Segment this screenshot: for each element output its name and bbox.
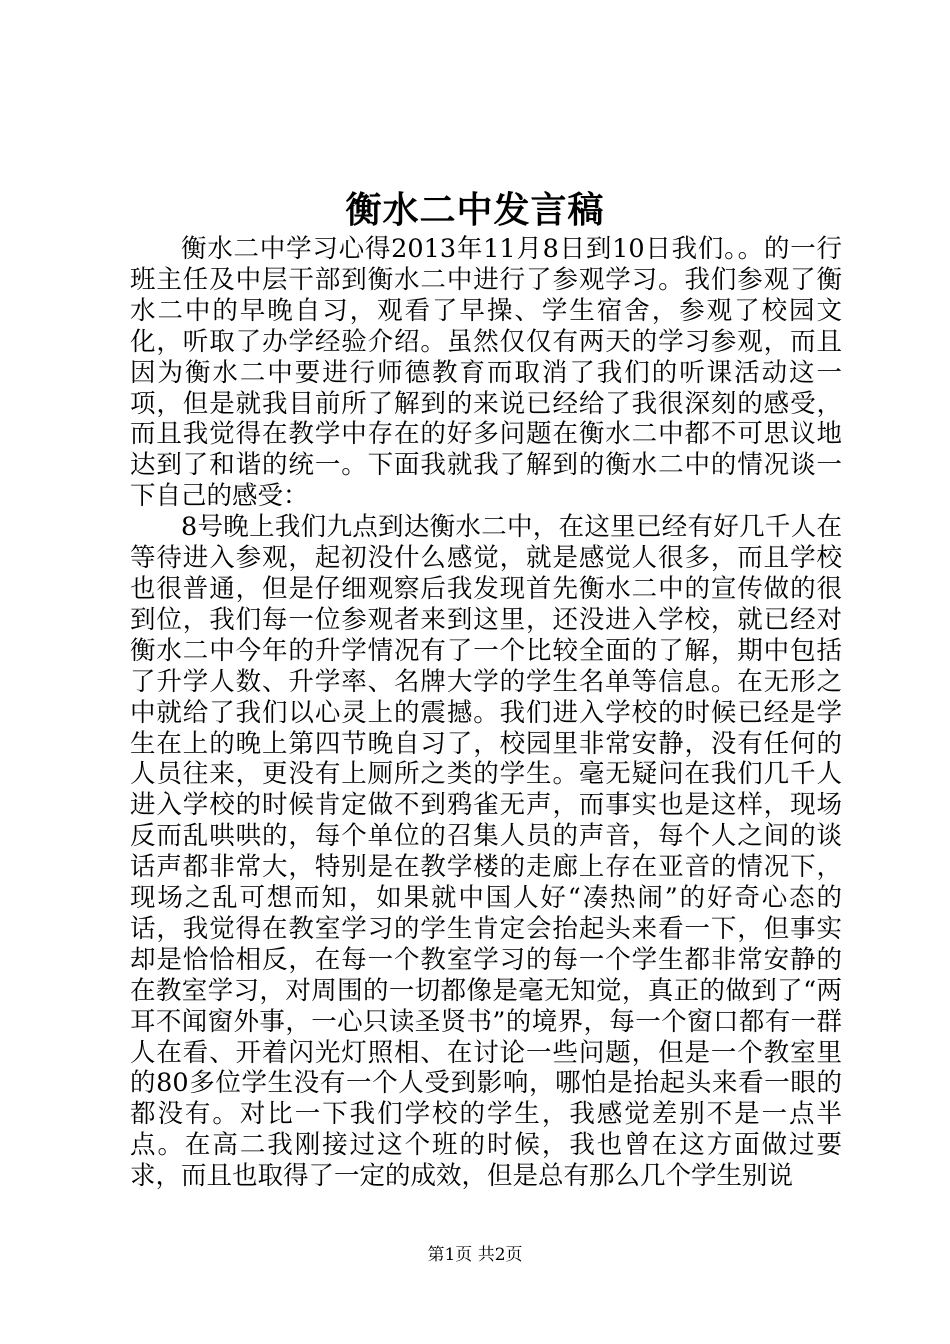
document-body <box>130 234 842 1192</box>
paragraph: 衡水二中学习心得2013年11月8日到10日我们。。的一行班主任及中层干部到衡水二中进行了参观学习。我们参观了衡水二中的早晚自习，观看了早操、学生宿舍，参观了校园文化，听取了办学经验介绍。虽然仅仅有两天的学习参观，而且因为衡水二中要进行师德教育而取消了我们的听课活动这一项，但是就我目前所了解到的来说已经给了我很深刻的感受，而且我觉得在教学中存在的好多问题在衡水二中都不可思议地达到了和谐的统一。下面我就我了解到的衡水二中的情况谈一下自己的感受： <box>130 234 842 512</box>
document-title: 衡水二中发言稿 <box>345 189 605 231</box>
paragraph: 8号晚上我们九点到达衡水二中，在这里已经有好几千人在等待进入参观，起初没什么感觉，就是感觉人很多，而且学校也很普通，但是仔细观察后我发现首先衡水二中的宣传做的很到位，我们每一位参观者来到这里，还没进入学校，就已经对衡水二中今年的升学情况有了一个比较全面的了解，期中包括了升学人数、升学率、名牌大学的学生名单等信息。在无形之中就给了我们以心灵上的震撼。我们进入学校的时候已经是学生在上的晚上第四节晚自习了，校园里非常安静，没有任何的人员往来，更没有上厕所之类的学生。毫无疑问在我们几千人进入学校的时候肯定做不到鸦雀无声，而事实也是这样，现场反而乱哄哄的，每个单位的召集人员的声音，每个人之间的谈话声都非常大，特别是在教学楼的走廊上存在亚音的情况下，现场之乱可想而知，如果就中国人好“凑热闹”的好奇心态的话，我觉得在教室学习的学生肯定会抬起头来看一下，但事实却是恰恰相反，在每一个教室学习的每一个学生都非常安静的在教室学习，对周围的一切都像是毫无知觉，真正的做到了“两耳不闻窗外事，一心只读圣贤书”的境界，每一个窗口都有一群人在看、开着闪光灯照相、在讨论一些问题，但是一个教室里的80多位学生没有一个人受到影响，哪怕是抬起头来看一眼的都没有。对比一下我们学校的学生，我感觉差别不是一点半点。在高二我刚接过这个班的时候，我也曾在这方面做过要求，而且也取得了一定的成效，但是总有那么几个学生别说 <box>130 512 842 1192</box>
page-footer: 第1页 共2页 <box>427 1245 523 1265</box>
